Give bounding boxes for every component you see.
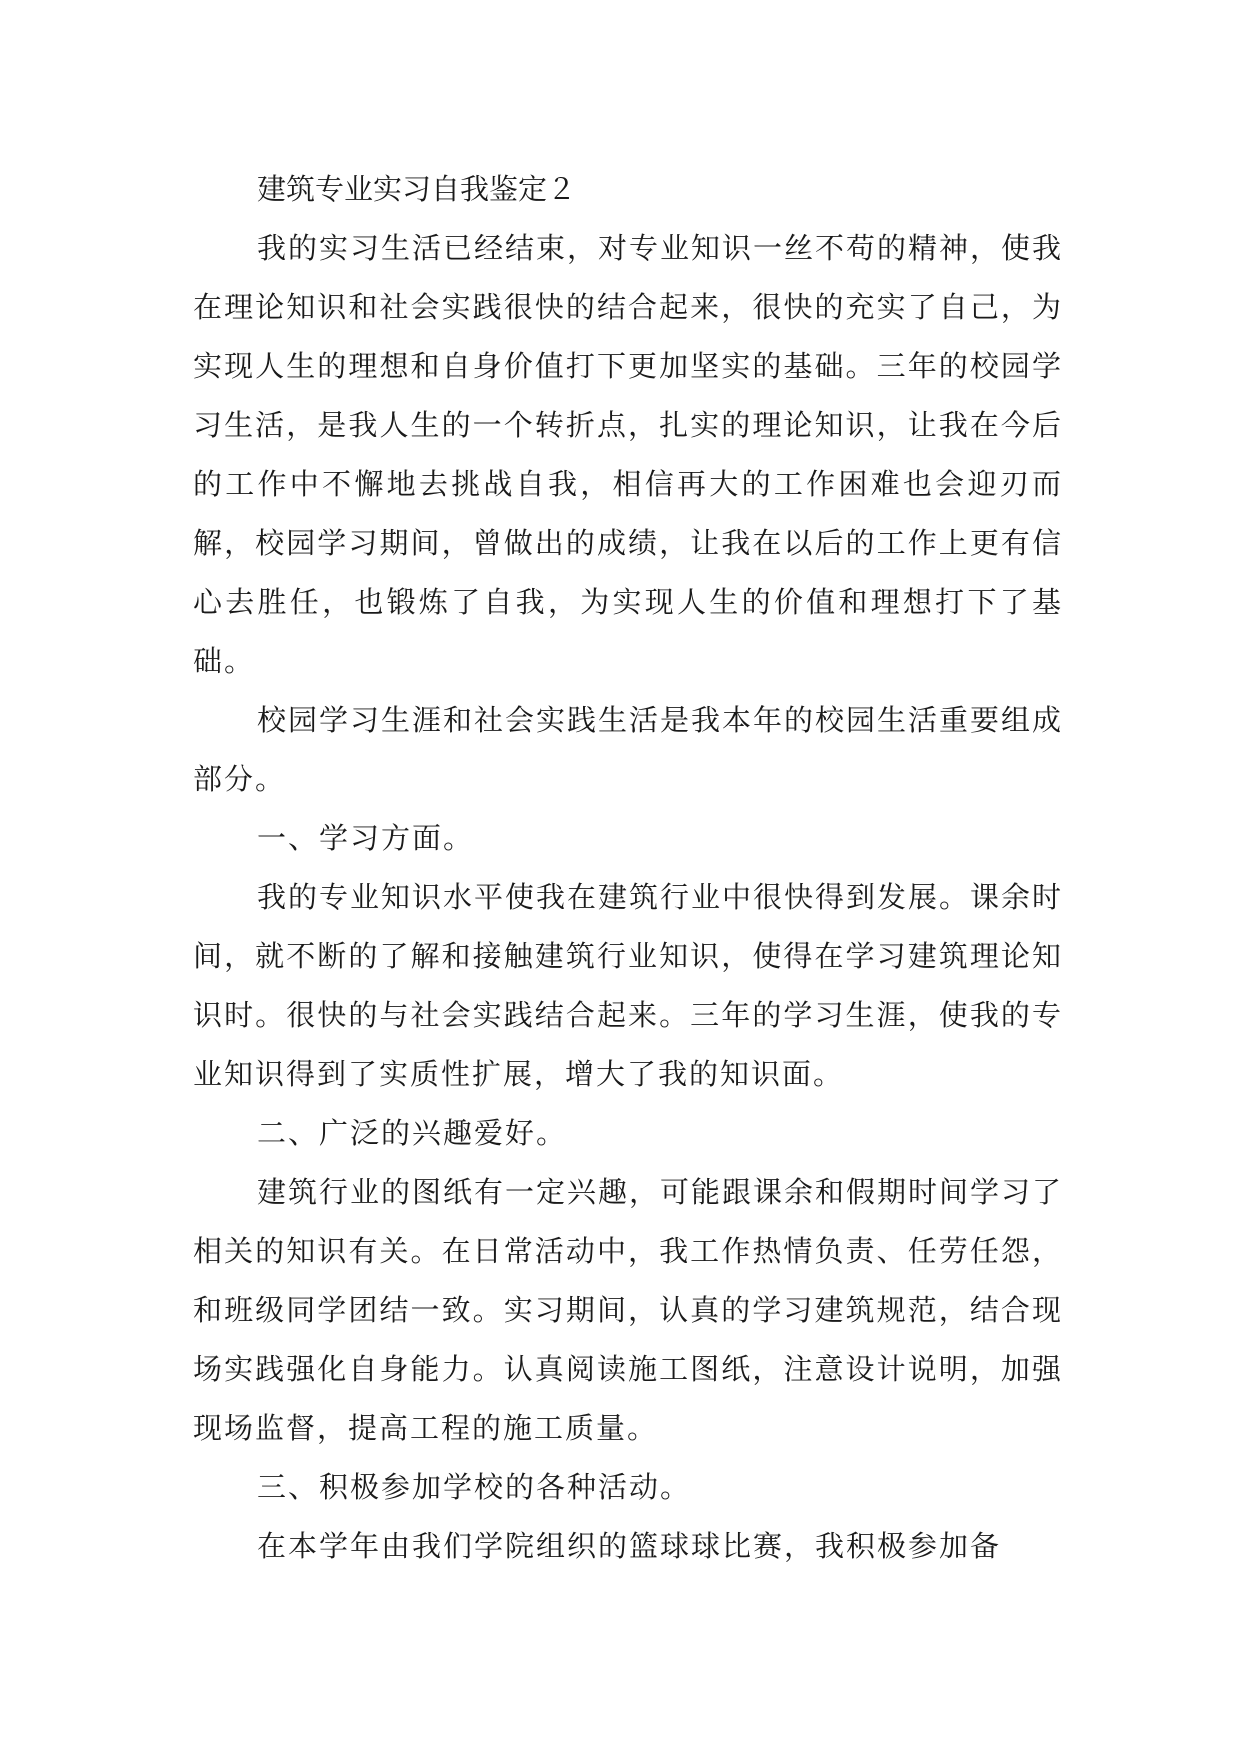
document-body [193,160,1063,1576]
paragraph-campus-life: 校园学习生涯和社会实践生活是我本年的校园生活重要组成部分。 [193,703,1064,796]
paragraph-study: 我的专业知识水平使我在建筑行业中很快得到发展。课余时间，就不断的了解和接触建筑行业知识，使得在学习建筑理论知识时。很快的与社会实践结合起来。三年的学习生涯，使我的专业知识得到了实质性扩展，增大了我的知识面。 [193,880,1064,1091]
document-title: 建筑专业实习自我鉴定２ [257,172,577,206]
heading-interests: 二、广泛的兴趣爱好。 [257,1116,568,1150]
paragraph-activities: 在本学年由我们学院组织的篮球球比赛，我积极参加备 [257,1529,1002,1563]
paragraph-interests: 建筑行业的图纸有一定兴趣，可能跟课余和假期时间学习了相关的知识有关。在日常活动中，我工作热情负责、任劳任怨，和班级同学团结一致。实习期间，认真的学习建筑规范，结合现场实践强化自身能力。认真阅读施工图纸，注意设计说明，加强现场监督，提高工程的施工质量。 [193,1175,1064,1445]
heading-study: 一、学习方面。 [257,821,475,855]
heading-activities: 三、积极参加学校的各种活动。 [257,1470,692,1504]
paragraph-intro: 我的实习生活已经结束，对专业知识一丝不苟的精神，使我在理论知识和社会实践很快的结合起来，很快的充实了自己，为实现人生的理想和自身价值打下更加坚实的基础。三年的校园学习生活，是我人生的一个转折点，扎实的理论知识，让我在今后的工作中不懈地去挑战自我，相信再大的工作困难也会迎刃而解，校园学习期间，曾做出的成绩，让我在以后的工作上更有信心去胜任，也锻炼了自我，为实现人生的价值和理想打下了基础。 [193,231,1064,678]
